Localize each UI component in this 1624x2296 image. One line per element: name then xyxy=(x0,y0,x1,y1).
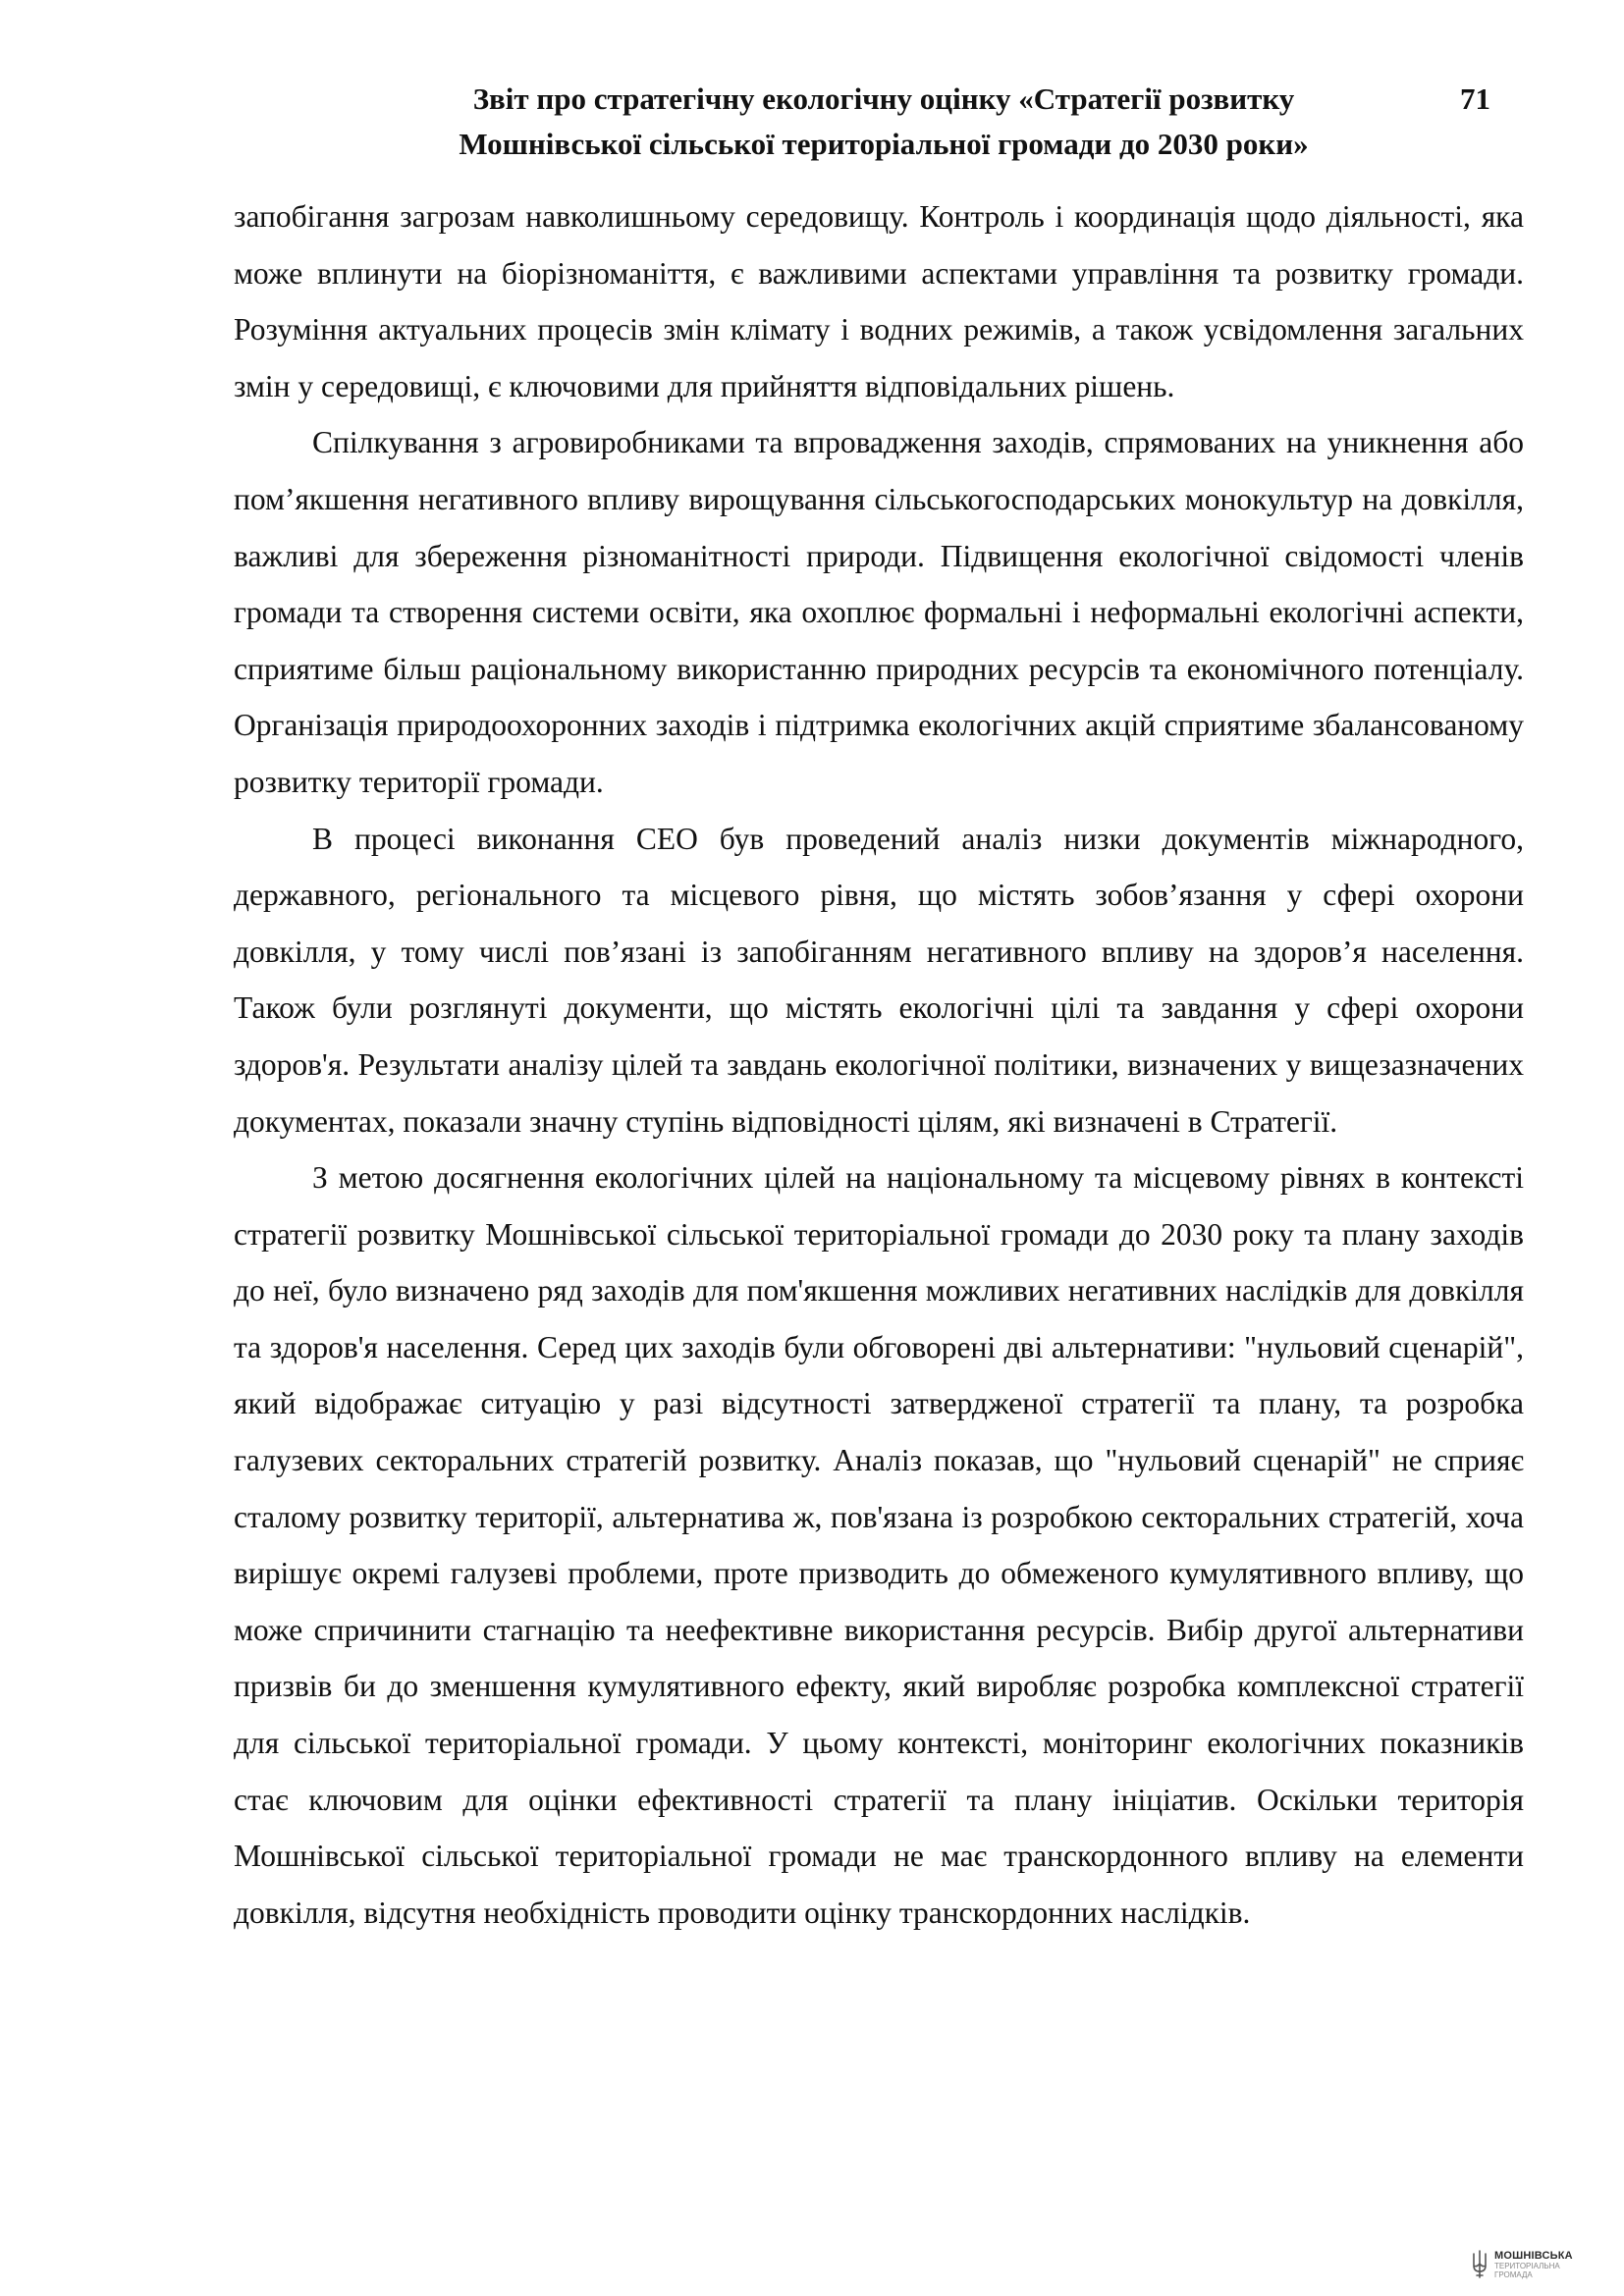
paragraph: З метою досягнення екологічних цілей на національному та місцевому рівнях в контексті стратегії розвитку Мошнівської сільської територіальної громади до 2030 року та плану заходів до неї, було визначено ряд заходів для пом'якшення можливих негативних наслідків для довкілля та здоров'я населення. Серед цих заходів були обговорені дві альтернативи: "нульовий сценарій", який відображає ситуацію у разі відсутності затвердженої стратегії та плану, та розробка галузевих секторальних стратегій розвитку. Аналіз показав, що "нульовий сценарій" не сприяє сталому розвитку території, альтернатива ж, пов'язана із розробкою секторальних стратегій, хоча вирішує окремі галузеві проблеми, проте призводить до обмеженого кумулятивного впливу, що може спричинити стагнацію та неефективне використання ресурсів. Вибір другої альтернативи призвів би до зменшення кумулятивного ефекту, який виробляє розробка комплексної стратегії для сільської територіальної громади. У цьому контексті, моніторинг екологічних показників стає ключовим для оцінки ефективності стратегії та плану ініціатив. Оскільки територія Мошнівської сільської територіальної громади не має транскордонного впливу на елементи довкілля, відсутня необхідність проводити оцінку транскордонних наслідків. xyxy=(234,1160,1524,1930)
page-header xyxy=(393,77,1375,167)
page-number: 71 xyxy=(1460,81,1490,116)
paragraph: запобігання загрозам навколишньому середовищу. Контроль і координація щодо діяльності, яка може вплинути на біорізноманіття, є важливими аспектами управління та розвитку громади. Розуміння актуальних процесів змін клімату і водних режимів, а також усвідомлення загальних змін у середовищі, є ключовими для прийняття відповідальних рішень. xyxy=(234,199,1524,403)
logo-name: МОШНІВСЬКА xyxy=(1494,2250,1573,2262)
logo-subtitle-1: ТЕРИТОРІАЛЬНА xyxy=(1494,2262,1560,2270)
paragraph: В процесі виконання СЕО був проведений аналіз низки документів міжнародного, державного, регіонального та місцевого рівня, що містять зобов’язання у сфері охорони довкілля, у тому числі пов’язані із запобіганням негативного впливу на здоров’я населення. Також були розглянуті документи, що містять екологічні цілі та завдання у сфері охорони здоров'я. Результати аналізу цілей та завдань екологічної політики, визначених у вищезазначених документах, показали значну ступінь відповідності цілям, які визначені в Стратегії. xyxy=(234,821,1524,1139)
trident-icon xyxy=(1471,2250,1489,2279)
community-logo xyxy=(1471,2242,1618,2287)
logo-subtitle-2: ГРОМАДА xyxy=(1494,2270,1533,2279)
header-title-line-2: Мошнівської сільської територіальної громади до 2030 роки» xyxy=(459,127,1309,161)
paragraph: Спілкування з агровиробниками та впровадження заходів, спрямованих на уникнення або пом’якшення негативного впливу вирощування сільськогосподарських монокультур на довкілля, важливі для збереження різноманітності природи. Підвищення екологічної свідомості членів громади та створення системи освіти, яка охоплює формальні і неформальні екологічні аспекти, сприятиме більш раціональному використанню природних ресурсів та економічного потенціалу. Організація природоохоронних заходів і підтримка екологічних акцій сприятиме збалансованому розвитку території громади. xyxy=(234,425,1524,799)
body-text xyxy=(234,188,1524,1941)
header-title-line-1: Звіт про стратегічну екологічну оцінку «Стратегії розвитку xyxy=(472,81,1295,116)
